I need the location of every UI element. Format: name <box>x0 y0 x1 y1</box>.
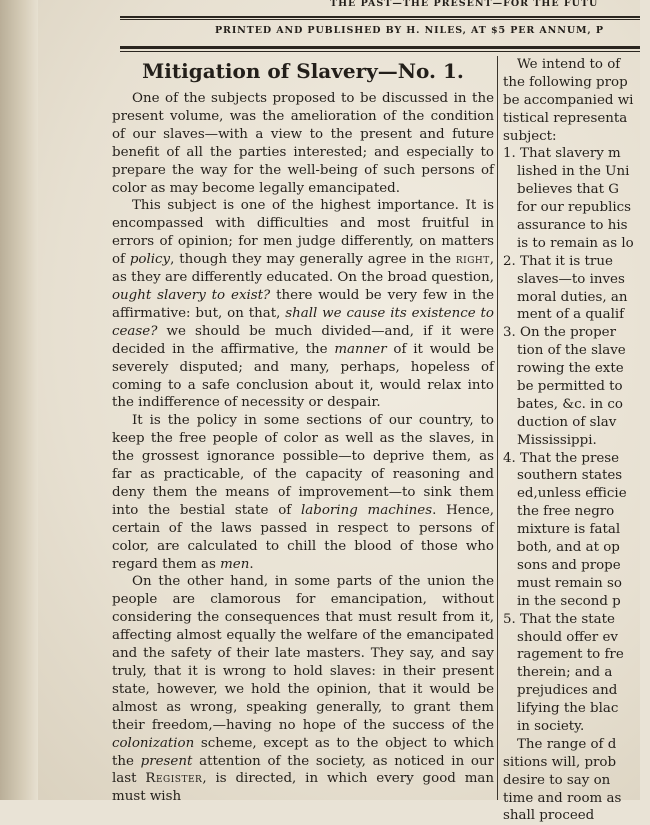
column2-line: should offer ev <box>517 629 618 645</box>
column2-line: lished in the Uni <box>517 164 630 180</box>
column2-line: moral duties, an <box>517 289 628 305</box>
column2-line: believes that G <box>517 182 619 198</box>
column-divider <box>497 56 498 800</box>
second-column <box>503 56 640 824</box>
column2-line: tion of the slave <box>517 343 626 359</box>
column2-line: both, and at op <box>517 540 620 556</box>
column2-line: prejudices and <box>517 683 618 699</box>
column2-line: the free negro <box>517 504 615 520</box>
column2-line: ed,unless efficie <box>517 486 627 502</box>
column2-line: is to remain as lo <box>517 235 634 251</box>
column2-line: time and room as <box>503 790 622 806</box>
column2-line: the following prop <box>503 74 628 90</box>
paragraph-4: On the other hand, in some parts of the union the people are clamorous for emancipation, without considering the consequences that must result from it, affecting almost equally the welfare of the emancipated and the safety of their late masters. They say, and say truly, that it is wrong to hold slaves: in their present state, however, we hold the opinion, that it would be almost as wrong, speaking generally, to grant them their freedom,—having no hope of the success of the colonization scheme, except as to the object to which the present attention of the society, as noticed in our last Register, is directed, in which every good man must wish <box>112 574 495 805</box>
column2-line: desire to say on <box>503 772 611 788</box>
binding-spine <box>0 0 38 800</box>
column2-line: assurance to his <box>517 218 628 234</box>
column2-line: sitions will, prob <box>503 754 617 770</box>
column2-line: subject: <box>503 128 557 144</box>
column2-line: 3. On the proper <box>503 325 617 341</box>
column2-line: ment of a qualif <box>517 307 625 323</box>
header-rule-thin <box>120 51 640 52</box>
column2-line: must remain so <box>517 575 622 591</box>
column2-line: southern states <box>517 468 623 484</box>
column2-line: tistical representa <box>503 110 628 126</box>
article-column <box>112 56 495 805</box>
column2-line: be accompanied wi <box>503 92 634 108</box>
paragraph-3: It is the policy in some sections of our country, to keep the free people of color as well as the slaves, in the grossest ignorance possible—to deprive them, as far as practicable, of the capacity of reasoning and deny them the means of improvement—to sink them into the bestial state of laboring machines. Hence, certain of the laws passed in respect to persons of color, are calculated to chill the blood of those who regard them as men. <box>112 413 494 572</box>
column2-line: ragement to fre <box>517 647 624 663</box>
column2-line: 1. That slavery m <box>503 146 621 162</box>
masthead-rule-thin <box>120 19 640 20</box>
column2-line: The range of d <box>517 736 617 752</box>
column2-line: lifying the blac <box>517 701 619 717</box>
masthead-printed-by: PRINTED AND PUBLISHED BY H. NILES, AT $5 PER ANNUM, P <box>215 25 604 36</box>
column2-line: 4. That the prese <box>503 450 620 466</box>
masthead-motto: THE PAST—THE PRESENT—FOR THE FUTU <box>330 0 599 9</box>
paragraph-2: This subject is one of the highest importance. It is encompassed with difficulties and most fruitful in errors of opinion; for men judge differently, on matters of policy, though they may generally agree in the right, as they are differently educated. On the broad question, ought slavery to exist? there would be very few in the affirmative: but, on that, shall we cause its existence to cease? we should be much divided—and, if it were decided in the affirmative, the manner of it would be severely disputed; and many, perhaps, hopeless of coming to a safe conclusion about it, would relax into the indifference of necessity or despair. <box>112 198 495 411</box>
column2-line: be permitted to <box>517 379 623 395</box>
column2-line: duction of slav <box>517 414 617 430</box>
column2-line: 5. That the state <box>503 611 615 627</box>
column2-line: in the second p <box>517 593 621 609</box>
column2-line: for our republics <box>517 200 632 216</box>
column2-line: Mississippi. <box>517 432 597 448</box>
column2-line: rowing the exte <box>517 361 624 377</box>
paragraph-1: One of the subjects proposed to be discussed in the present volume, was the amelioration of the condition of our slaves—with a view to the present and future benefit of all the parties interested; and especially to prepare the way for the well-being of such persons of color as may become legally emancipated. <box>112 91 494 196</box>
column2-line: therein; and a <box>517 665 613 681</box>
column2-line: sons and prope <box>517 557 621 573</box>
column2-line: shall proceed <box>503 808 595 824</box>
column2-line: mixture is fatal <box>517 522 621 538</box>
column2-line: slaves—to inves <box>517 271 625 287</box>
article-title: Mitigation of Slavery—No. 1. <box>142 59 464 83</box>
column2-line: We intend to of <box>517 57 621 72</box>
column2-line: 2. That it is true <box>503 253 613 269</box>
masthead-rule <box>120 16 640 18</box>
column2-line: bates, &c. in co <box>517 396 623 412</box>
header-rule-thick <box>120 46 640 49</box>
column2-line: in society. <box>517 718 585 734</box>
